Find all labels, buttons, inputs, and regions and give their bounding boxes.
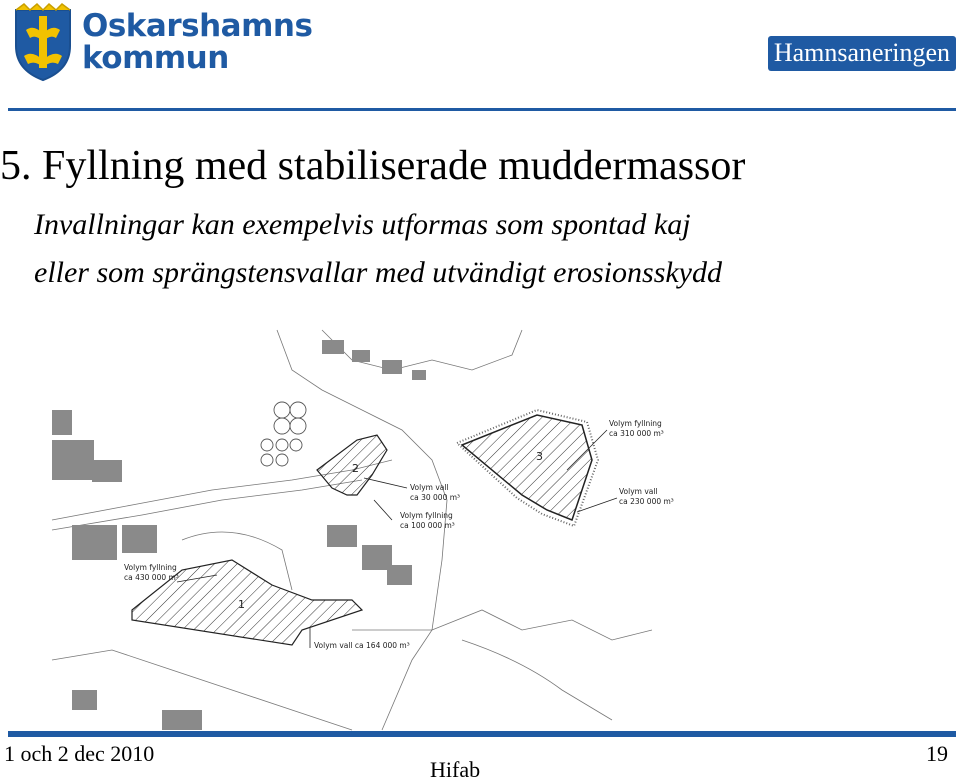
footer-date: 1 och 2 dec 2010: [4, 741, 155, 766]
project-tag: Hamnsaneringen: [768, 36, 956, 71]
area-1-label-line2: ca 430 000 m³: [124, 573, 179, 582]
footer-divider: [8, 731, 956, 737]
subtitle-line-1: Invallningar kan exempelvis utformas som spontad kaj: [34, 208, 691, 241]
logo-text-line1: Oskarshamns: [82, 8, 313, 44]
extra-label-1-line2: ca 100 000 m³: [400, 521, 455, 530]
area-1-label-line1: Volym fyllning: [124, 563, 177, 572]
area-3-label-line2: ca 310 000 m³: [609, 429, 664, 438]
area-2-label-line1: Volym vall: [410, 483, 449, 492]
area-1-number: 1: [238, 598, 245, 611]
footer-company: Hifab: [430, 757, 481, 782]
logo-text-line2: kommun: [82, 40, 229, 76]
extra-label-3: Volym vall ca 164 000 m³: [314, 641, 410, 650]
extra-label-1-line1: Volym fyllning: [400, 511, 453, 520]
area-2-number: 2: [352, 462, 359, 475]
area-2-label-line2: ca 30 000 m³: [410, 493, 461, 502]
extra-label-2-line1: Volym vall: [619, 487, 658, 496]
subtitle-line-2: eller som sprängstensvallar med utvändigt erosionsskydd: [34, 256, 722, 289]
area-3-label-line1: Volym fyllning: [609, 419, 662, 428]
area-3-number: 3: [536, 450, 543, 463]
header-divider: [8, 108, 956, 111]
harbour-site-map: [52, 330, 674, 730]
extra-label-2-line2: ca 230 000 m³: [619, 497, 674, 506]
slide-title: 5. Fyllning med stabiliserade muddermassor: [0, 143, 746, 189]
page-number: 19: [926, 741, 948, 766]
municipality-logo: [8, 0, 313, 86]
site-map-drawing: [52, 330, 674, 730]
municipal-crest-icon: [12, 4, 74, 82]
